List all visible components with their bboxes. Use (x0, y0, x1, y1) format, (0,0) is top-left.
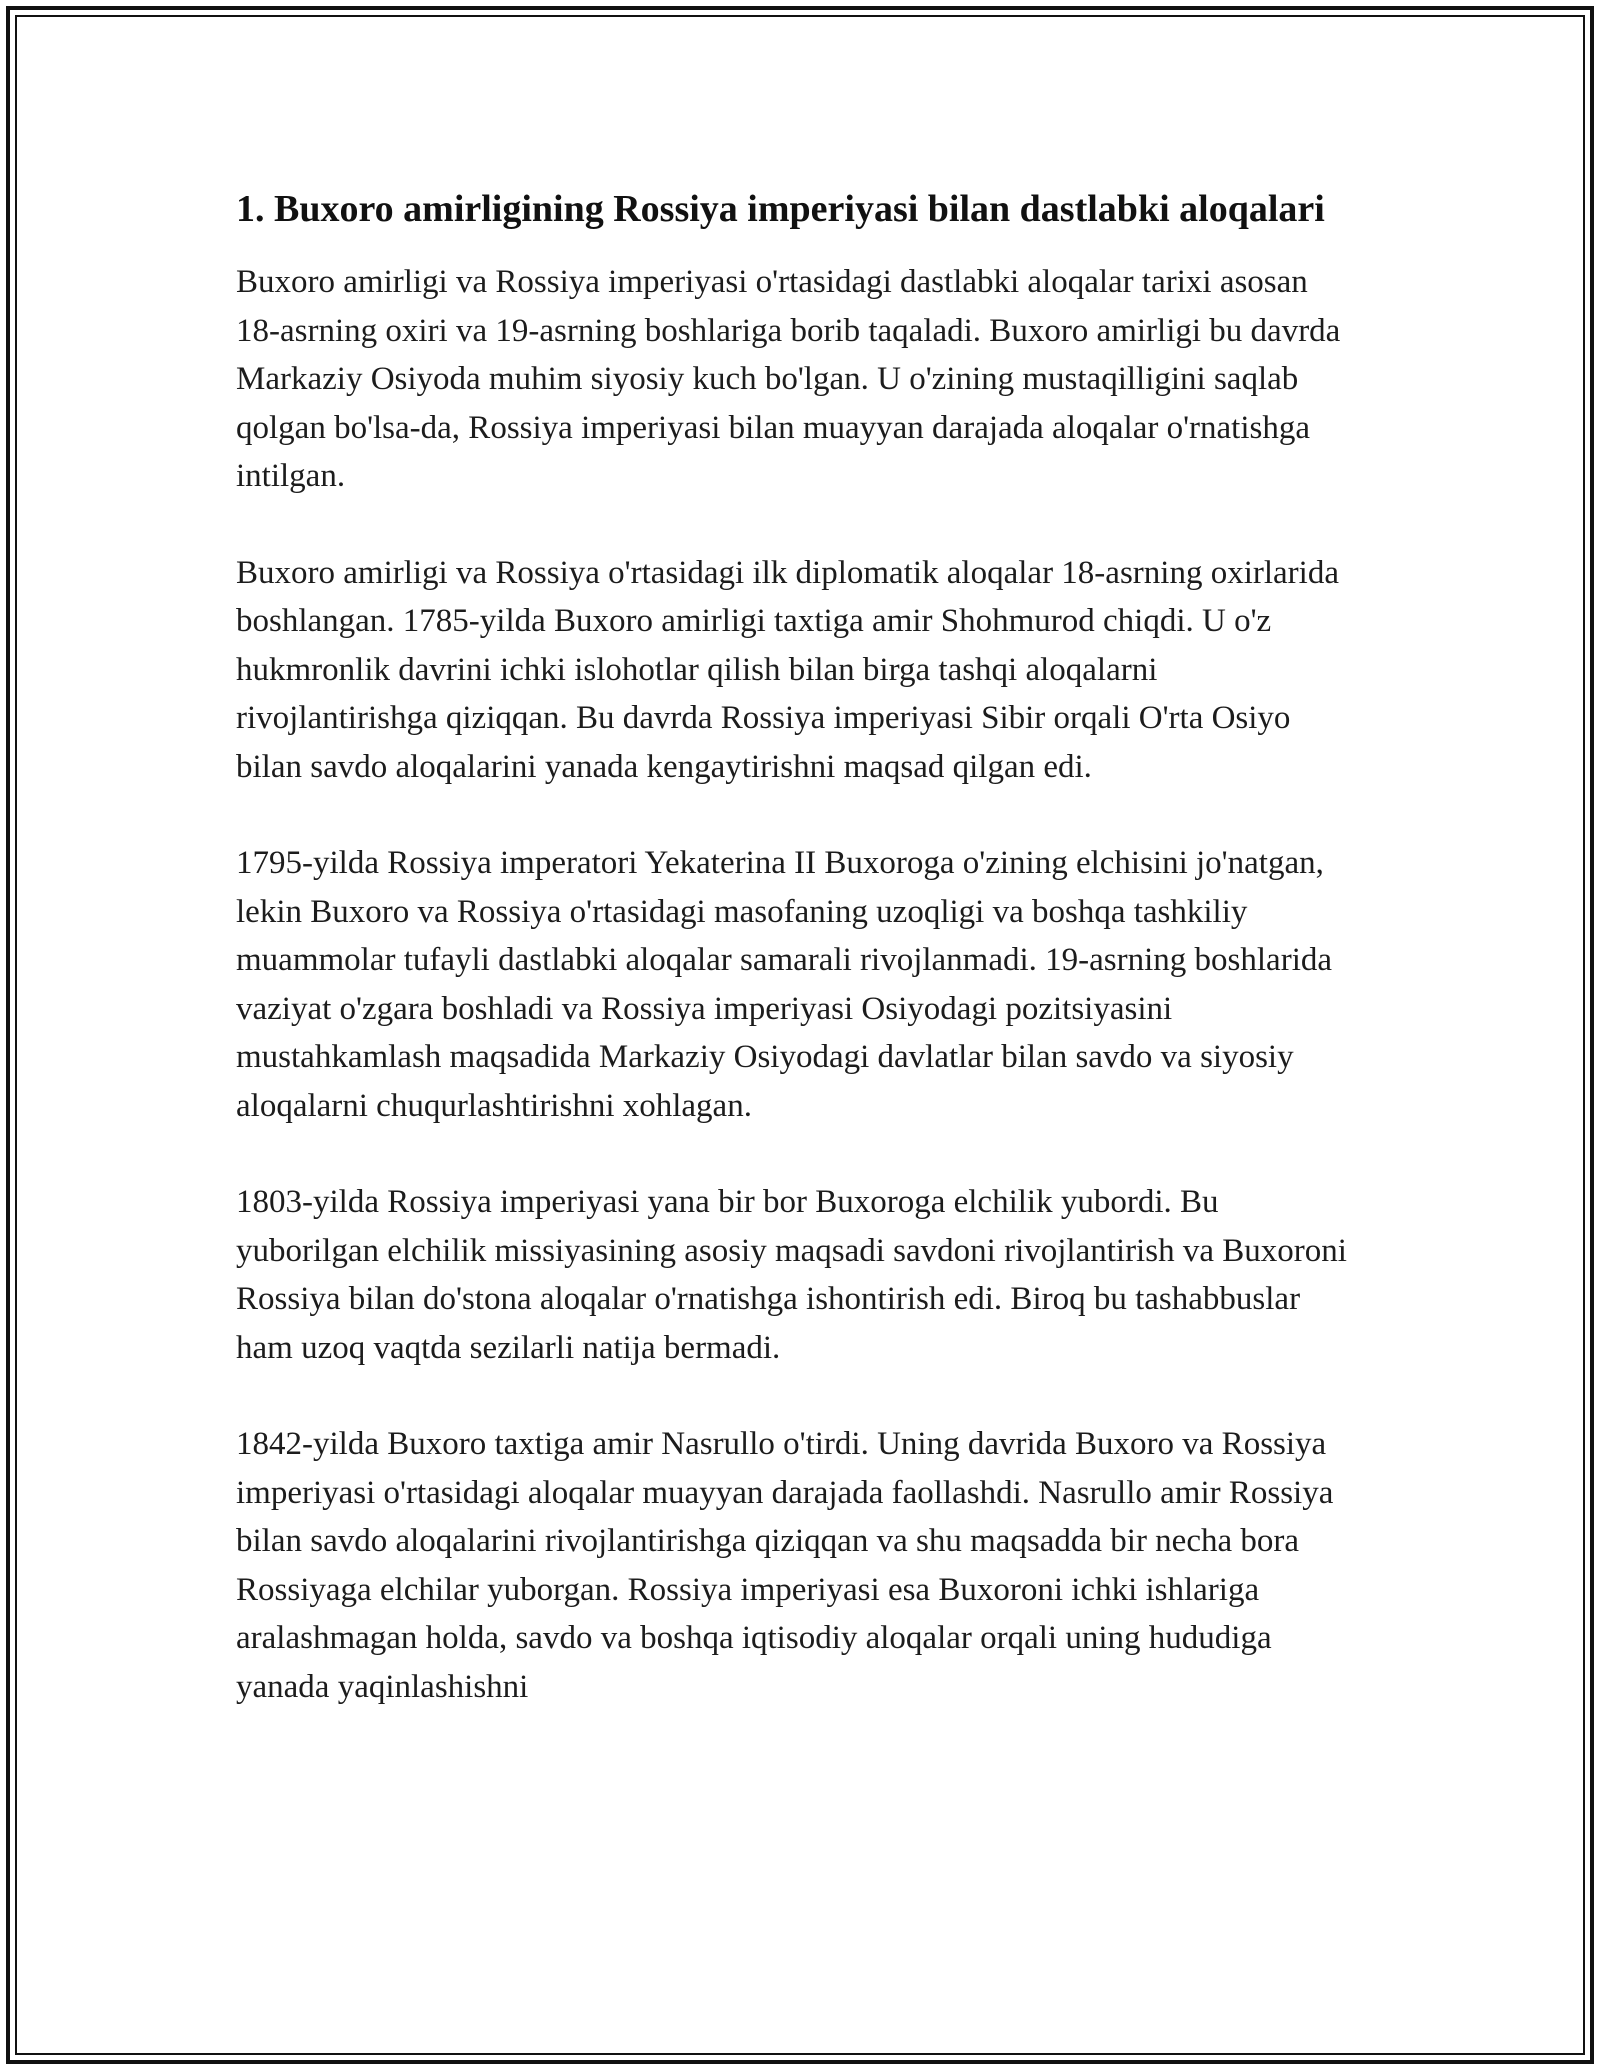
paragraph-1: Buxoro amirligi va Rossiya imperiyasi o'rtasidagi dastlabki aloqalar tarixi asosan 18-asrning oxiri va 19-asrning boshlariga borib taqaladi. Buxoro amirligi bu davrda Markaziy Osiyoda muhim siyosiy kuch bo'lgan. U o'zining mustaqilligini saqlab qolgan bo'lsa-da, Rossiya imperiyasi bilan muayyan darajada aloqalar o'rnatishga intilgan. (236, 264, 1341, 494)
paragraph-4: 1803-yilda Rossiya imperiyasi yana bir bor Buxoroga elchilik yubordi. Bu yuborilgan elchilik missiyasining asosiy maqsadi savdoni rivojlantirish va Buxoroni Rossiya bilan do'stona aloqalar o'rnatishga ishontirish edi. Biroq bu tashabbuslar ham uzoq vaqtda sezilarli natija bermadi. (236, 1184, 1347, 1366)
document-body (236, 184, 1356, 1759)
paragraph-3: 1795-yilda Rossiya imperatori Yekaterina II Buxoroga o'zining elchisini jo'natgan, lekin Buxoro va Rossiya o'rtasidagi masofaning uzoqligi va boshqa tashkiliy muammolar tufayli dastlabki aloqalar samarali rivojlanmadi. 19-asrning boshlarida vaziyat o'zgara boshladi va Rossiya imperiyasi Osiyodagi pozitsiyasini mustahkamlash maqsadida Markaziy Osiyodagi davlatlar bilan savdo va siyosiy aloqalarni chuqurlashtirishni xohlagan. (236, 845, 1333, 1124)
paragraph-2: Buxoro amirligi va Rossiya o'rtasidagi ilk diplomatik aloqalar 18-asrning oxirlarida boshlangan. 1785-yilda Buxoro amirligi taxtiga amir Shohmurod chiqdi. U o'z hukmronlik davrini ichki islohotlar qilish bilan birga tashqi aloqalarni rivojlantirishga qiziqqan. Bu davrda Rossiya imperiyasi Sibir orqali O'rta Osiyo bilan savdo aloqalarini yanada kengaytirishni maqsad qilgan edi. (236, 554, 1339, 785)
section-heading: 1. Buxoro amirligining Rossiya imperiyasi bilan dastlabki aloqalari (236, 188, 1325, 230)
paragraph-5: 1842-yilda Buxoro taxtiga amir Nasrullo o'tirdi. Uning davrida Buxoro va Rossiya imperiyasi o'rtasidagi aloqalar muayyan darajada faollashdi. Nasrullo amir Rossiya bilan savdo aloqalarini rivojlantirishga qiziqqan va shu maqsadda bir necha bora Rossiyaga elchilar yuborgan. Rossiya imperiyasi esa Buxoroni ichki ishlariga aralashmagan holda, savdo va boshqa iqtisodiy aloqalar orqali uning hududiga yanada yaqinlashishni (236, 1426, 1334, 1705)
